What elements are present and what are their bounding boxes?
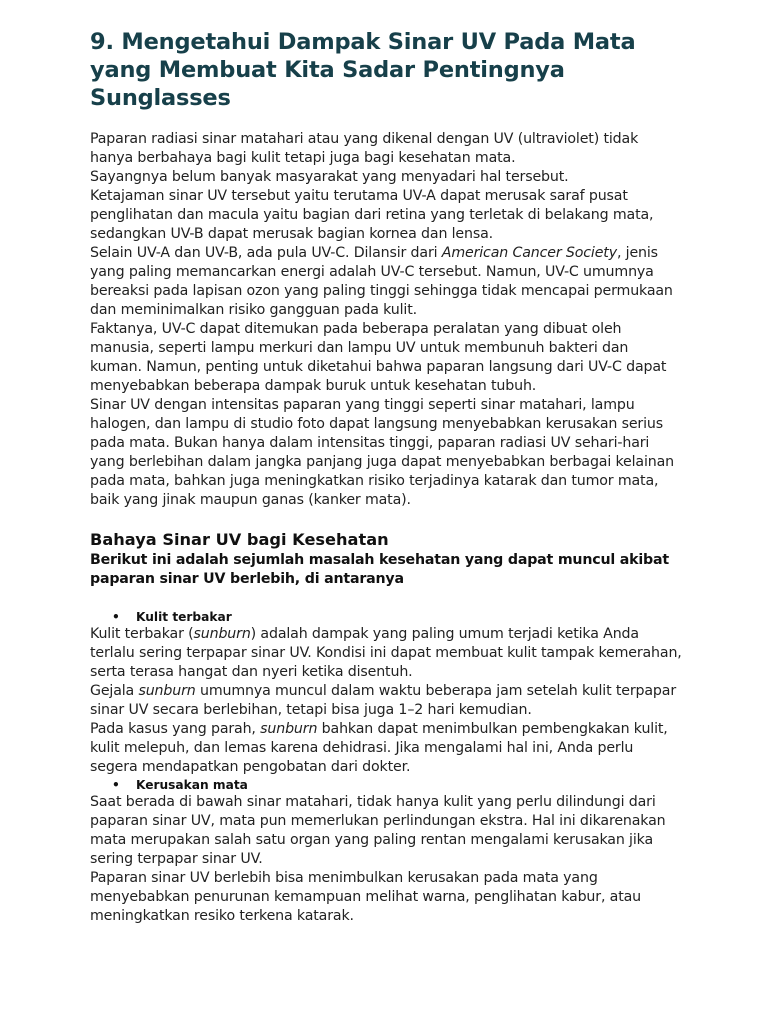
section-heading: Bahaya Sinar UV bagi Kesehatan bbox=[90, 530, 389, 549]
list-item bbox=[90, 777, 682, 926]
intro-paragraph: Selain UV-A dan UV-B, ada pula UV-C. Dilansir dari American Cancer Society, jenis yang paling memancarkan energi adalah UV-C tersebut. Namun, UV-C umumnya bereaksi pada lapisan ozon yang paling tinggi sehingga tidak mencapai permukaan dan meminimalkan risiko gangguan pada kulit. bbox=[90, 245, 673, 318]
italic-term: American Cancer Society bbox=[441, 245, 617, 261]
intro-section bbox=[90, 130, 682, 510]
italic-term: sunburn bbox=[138, 683, 196, 699]
intro-paragraph: Ketajaman sinar UV tersebut yaitu terutama UV-A dapat merusak saraf pusat penglihatan dan macula yaitu bagian dari retina yang terletak di belakang mata, sedangkan UV-B dapat merusak bagian kornea dan lensa. bbox=[90, 188, 654, 242]
intro-paragraph: Paparan radiasi sinar matahari atau yang dikenal dengan UV (ultraviolet) tidak hanya berbahaya bagi kulit tetapi juga bagi kesehatan mata. bbox=[90, 131, 639, 166]
list-item bbox=[90, 609, 682, 777]
bullet-icon: • bbox=[112, 778, 120, 792]
bullet-item-title bbox=[90, 609, 682, 625]
intro-paragraph: Sayangnya belum banyak masyarakat yang menyadari hal tersebut. bbox=[90, 169, 569, 185]
item-paragraph: Kulit terbakar (sunburn) adalah dampak yang paling umum terjadi ketika Anda terlalu sering terpapar sinar UV. Kondisi ini dapat membuat kulit tampak kemerahan, serta terasa hangat dan nyeri ketika disentuh. bbox=[90, 626, 682, 680]
italic-term: sunburn bbox=[193, 626, 251, 642]
intro-paragraph: Faktanya, UV-C dapat ditemukan pada beberapa peralatan yang dibuat oleh manusia, seperti lampu merkuri dan lampu UV untuk membunuh bakteri dan kuman. Namun, penting untuk diketahui bahwa paparan langsung dari UV-C dapat menyebabkan beberapa dampak buruk untuk kesehatan tubuh. bbox=[90, 321, 667, 394]
article-title: 9. Mengetahui Dampak Sinar UV Pada Mata yang Membuat Kita Sadar Pentingnya Sunglasses bbox=[90, 29, 636, 111]
intro-paragraph: Sinar UV dengan intensitas paparan yang tinggi seperti sinar matahari, lampu halogen, dan lampu di studio foto dapat langsung menyebabkan kerusakan serius pada mata. Bukan hanya dalam intensitas tinggi, paparan radiasi UV sehari-hari yang berlebihan dalam jangka panjang juga dapat menyebabkan berbagai kelainan pada mata, bahkan juga meningkatkan risiko terjadinya katarak dan tumor mata, baik yang jinak maupun ganas (kanker mata). bbox=[90, 397, 674, 508]
section-subheading: Berikut ini adalah sejumlah masalah kesehatan yang dapat muncul akibat paparan sinar UV berlebih, di antaranya bbox=[90, 552, 669, 587]
item-paragraph: Gejala sunburn umumnya muncul dalam waktu beberapa jam setelah kulit terpapar sinar UV secara berlebihan, tetapi bisa juga 1–2 hari kemudian. bbox=[90, 683, 676, 718]
bullet-icon: • bbox=[112, 610, 120, 624]
item-paragraph: Pada kasus yang parah, sunburn bahkan dapat menimbulkan pembengkakan kulit, kulit melepuh, dan lemas karena dehidrasi. Jika mengalami hal ini, Anda perlu segera mendapatkan pengobatan dari dokter. bbox=[90, 721, 668, 775]
bullet-item-title bbox=[90, 777, 682, 793]
item-paragraph: Saat berada di bawah sinar matahari, tidak hanya kulit yang perlu dilindungi dari paparan sinar UV, mata pun memerlukan perlindungan ekstra. Hal ini dikarenakan mata merupakan salah satu organ yang paling rentan mengalami kerusakan jika sering terpapar sinar UV. bbox=[90, 794, 666, 867]
item-paragraph: Paparan sinar UV berlebih bisa menimbulkan kerusakan pada mata yang menyebabkan penurunan kemampuan melihat warna, penglihatan kabur, atau meningkatkan resiko terkena katarak. bbox=[90, 870, 642, 924]
italic-term: sunburn bbox=[260, 721, 318, 737]
bullet-label: Kulit terbakar bbox=[136, 610, 232, 624]
article bbox=[90, 28, 682, 926]
bullet-label: Kerusakan mata bbox=[136, 778, 248, 792]
